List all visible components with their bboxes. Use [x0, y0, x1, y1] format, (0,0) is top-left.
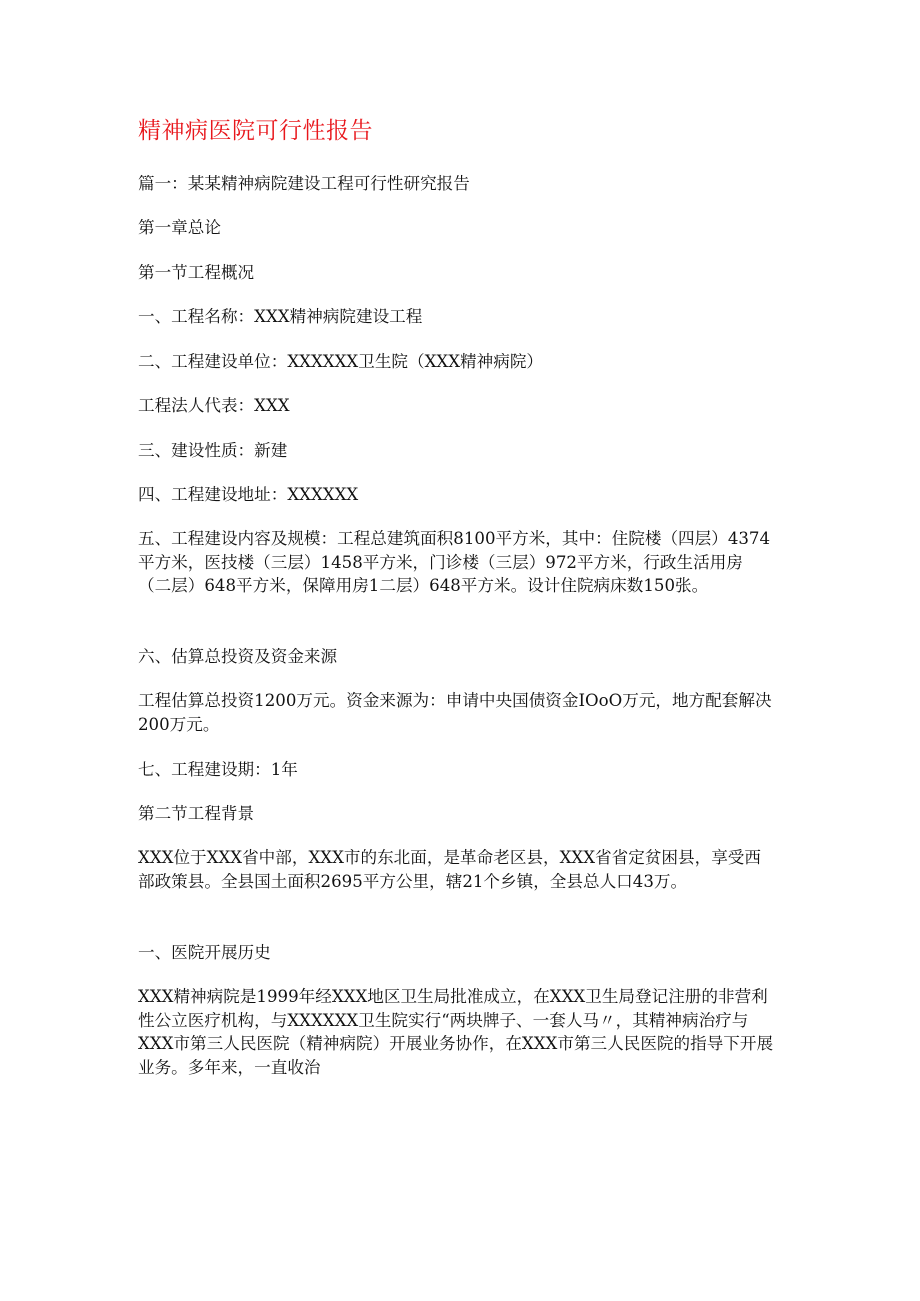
section-heading: 一、医院开展历史 — [138, 943, 271, 962]
paragraph: XXX精神病院是1999年经XXX地区卫生局批准成立，在XXX卫生局登记注册的非营利性公立医疗机构，与XXXXXX卫生院实行“两块牌子、一套人马〃，其精神病治疗与XXX市第三人民医院（精神病院）开展业务协作，在XXX市第三人民医院的指导下开展业务。多年来，一直收治 — [138, 987, 774, 1077]
paragraph: 五、工程建设内容及规模：工程总建筑面积8100平方米，其中：住院楼（四层）4374平方米，医技楼（三层）1458平方米，门诊楼（三层）972平方米，行政生活用房（二层）648平方米，保障用房1二层）648平方米。设计住院病床数150张。 — [138, 529, 771, 595]
section-heading: 第二节工程背景 — [138, 804, 255, 823]
paragraph: 工程法人代表：XXX — [138, 396, 290, 415]
paragraph: 七、工程建设期：1年 — [138, 760, 298, 779]
section-heading: 第一节工程概况 — [138, 263, 255, 282]
paragraph: 三、建设性质：新建 — [138, 441, 288, 460]
section-heading: 篇一：某某精神病院建设工程可行性研究报告 — [138, 174, 470, 193]
paragraph: 二、工程建设单位：XXXXXX卫生院（XXX精神病院） — [138, 352, 544, 371]
section-heading: 六、估算总投资及资金来源 — [138, 647, 338, 666]
paragraph: 一、工程名称：XXX精神病院建设工程 — [138, 307, 423, 326]
paragraph: 工程估算总投资1200万元。资金来源为：申请中央国债资金IOoO万元，地方配套解决200万元。 — [138, 691, 772, 734]
chapter-heading: 第一章总论 — [138, 218, 221, 237]
paragraph: XXX位于XXX省中部，XXX市的东北面，是革命老区县，XXX省省定贫困县，享受西部政策县。全县国土面积2695平方公里，辖21个乡镇，全县总人口43万。 — [138, 848, 761, 891]
document-title: 精神病医院可行性报告 — [138, 118, 373, 144]
paragraph: 四、工程建设地址：XXXXXX — [138, 485, 359, 504]
